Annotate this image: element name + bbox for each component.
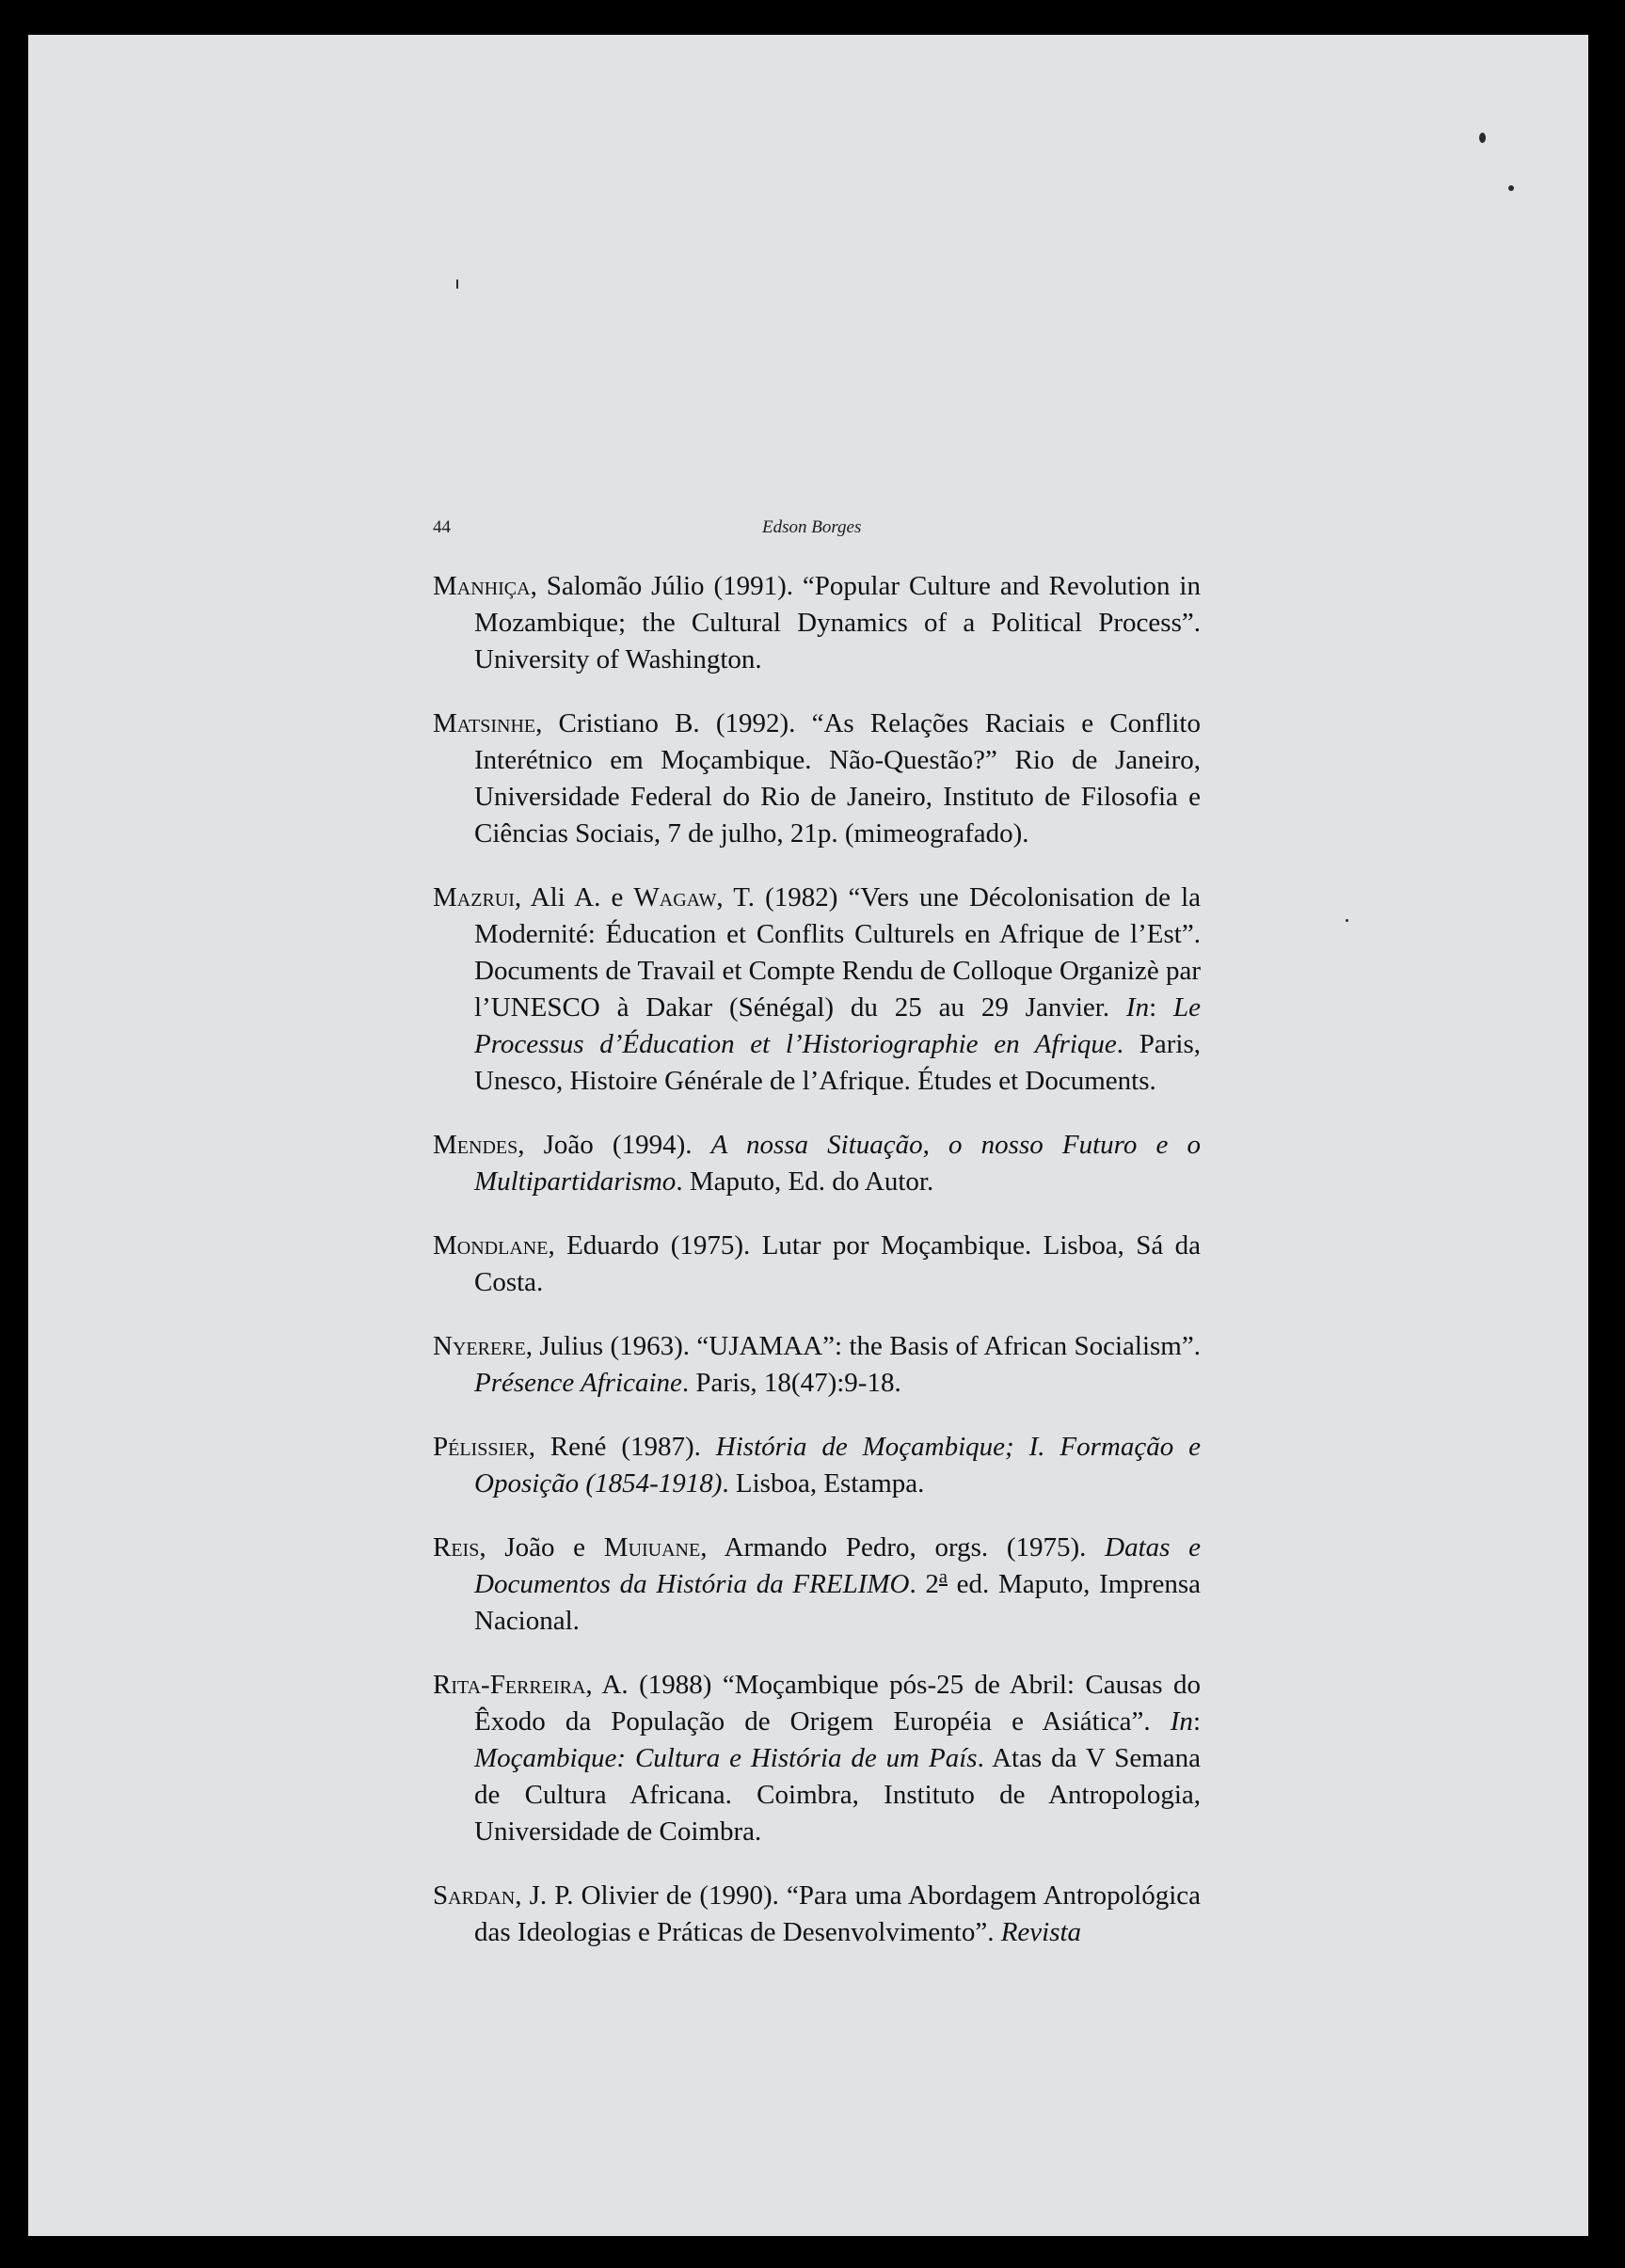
reference-entry: Pélissier, René (1987). História de Moçambique; I. Formação e Oposição (1854-1918). Lisboa, Estampa. xyxy=(433,1432,1201,1499)
reference-entry: Matsinhe, Cristiano B. (1992). “As Relações Raciais e Conflito Interétnico em Moçambique. Não-Questão?” Rio de Janeiro, Universidade Federal do Rio de Janeiro, Instituto de Filosofia e Ciências Sociais, 7 de julho, 21p. (mimeografado). xyxy=(433,708,1201,849)
reference-entry: Mondlane, Eduardo (1975). Lutar por Moçambique. Lisboa, Sá da Costa. xyxy=(433,1230,1201,1297)
reference-entry: Nyerere, Julius (1963). “UJAMAA”: the Basis of African Socialism”. Présence Africaine. Paris, 18(47):9-18. xyxy=(433,1331,1201,1398)
reference-title: Le Processus d’Éducation et l’Historiographie en Afrique xyxy=(474,992,1201,1059)
scan-speck xyxy=(1479,133,1486,143)
reference-title: A nossa Situação, o nosso Futuro e o Multipartidarismo xyxy=(474,1130,1201,1197)
reference-author: Manhiça xyxy=(433,571,531,601)
reference-author: Rita-Ferreira xyxy=(433,1670,586,1700)
running-head: Edson Borges xyxy=(762,517,862,537)
reference-author: Nyerere xyxy=(433,1331,526,1361)
scan-speck xyxy=(1346,919,1348,922)
page-number: 44 xyxy=(433,517,451,537)
reference-entry: Mazrui, Ali A. e Wagaw, T. (1982) “Vers une Décolonisation de la Modernité: Éducation et Conflits Culturels en Afrique de l’Est”. Documents de Travail et Compte Rendu de Colloque Organizè par l’UNESCO à Dakar (Sénégal) du 25 au 29 Janvier. In: Le Processus d’Éducation et l’Historiographie en Afrique. Paris, Unesco, Histoire Générale de l’Afrique. Études et Documents. xyxy=(433,882,1202,1096)
reference-title: Revista xyxy=(1000,1917,1082,1947)
reference-author: Sardan xyxy=(433,1880,516,1911)
reference-author: Mondlane xyxy=(433,1230,549,1261)
reference-entry: Sardan, J. P. Olivier de (1990). “Para uma Abordagem Antropológica das Ideologias e Práticas de Desenvolvimento”. Revista xyxy=(433,1880,1201,1947)
reference-author: Matsinhe xyxy=(433,708,536,738)
reference-entry: Mendes, João (1994). A nossa Situação, o nosso Futuro e o Multipartidarismo. Maputo, Ed. do Autor. xyxy=(433,1130,1201,1197)
reference-entry: Manhiça, Salomão Júlio (1991). “Popular Culture and Revolution in Mozambique; the Cultural Dynamics of a Political Process”. University of Washington. xyxy=(433,571,1201,674)
scan-speck xyxy=(1508,185,1514,191)
reference-author: Pélissier xyxy=(433,1432,529,1462)
reference-author: Mendes xyxy=(433,1130,518,1160)
reference-title: Datas e Documentos da História da FRELIMO xyxy=(474,1532,1201,1599)
reference-author: Mazrui xyxy=(433,882,515,912)
reference-title: História de Moçambique; I. Formação e Oposição (1854-1918) xyxy=(474,1432,1201,1499)
reference-author: Wagaw xyxy=(633,882,717,912)
reference-entry: Rita-Ferreira, A. (1988) “Moçambique pós-25 de Abril: Causas do Êxodo da População de Origem Européia e Asiática”. In: Moçambique: Cultura e História de um País. Atas da V Semana de Cultura Africana. Coimbra, Instituto de Antropologia, Universidade de Coimbra. xyxy=(433,1670,1202,1847)
reference-title: Moçambique: Cultura e História de um País xyxy=(474,1743,978,1773)
ordinal-indicator: a xyxy=(938,1566,948,1588)
reference-author: Reis xyxy=(433,1532,480,1562)
scan-speck xyxy=(456,279,458,289)
reference-entry: Reis, João e Muiuane, Armando Pedro, orgs. (1975). Datas e Documentos da História da FRELIMO. 2$^a$ ed. Maputo, Imprensa Nacional. xyxy=(433,1532,1202,1636)
reference-author: Muiuane xyxy=(603,1532,701,1562)
reference-title: Présence Africaine xyxy=(474,1368,682,1398)
scanned-page xyxy=(28,35,1588,2236)
page-header xyxy=(433,517,1204,555)
reference-list xyxy=(433,568,1201,1957)
